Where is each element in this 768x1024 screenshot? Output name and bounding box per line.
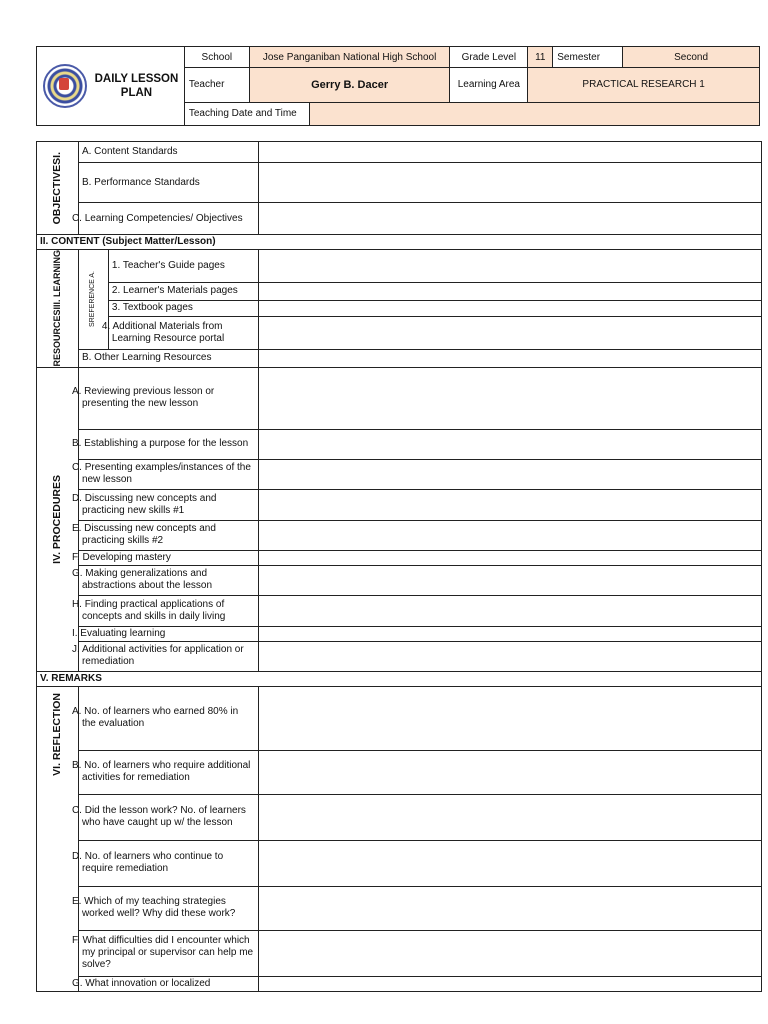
resource-other-value <box>258 349 761 367</box>
header-block <box>36 46 760 126</box>
resource-textbook-value <box>258 300 761 316</box>
procedure-h: H. Finding practical applications of concepts and skills in daily living <box>78 595 258 626</box>
semester-value: Second <box>623 47 760 68</box>
resource-additional-materials-value <box>258 316 761 349</box>
reflection-f-value <box>258 930 761 976</box>
reflection-g-value <box>258 976 761 991</box>
grade-value: 11 <box>528 47 553 68</box>
grade-label: Grade Level <box>450 47 528 68</box>
objectives-performance-standards: B. Performance Standards <box>78 163 258 203</box>
procedure-f: F. Developing mastery <box>78 550 258 565</box>
objectives-content-standards: A. Content Standards <box>78 142 258 163</box>
procedure-d-value <box>258 489 761 520</box>
objectives-content-standards-value <box>258 142 761 163</box>
procedure-h-value <box>258 595 761 626</box>
objectives-learning-competencies-value <box>258 203 761 235</box>
resource-additional-materials: 4. Additional Materials from Learning Resource portal <box>108 316 258 349</box>
procedure-c: C. Presenting examples/instances of the new lesson <box>78 459 258 489</box>
resources-section-label: RESOURCESIII. LEARNING <box>37 250 79 368</box>
procedure-f-value <box>258 550 761 565</box>
procedures-section-label: IV. PROCEDURES <box>37 367 79 671</box>
reflection-a: A. No. of learners who earned 80% in the evaluation <box>78 686 258 750</box>
procedure-c-value <box>258 459 761 489</box>
reflection-section-label: VI. REFLECTION <box>37 686 79 991</box>
reflection-d-value <box>258 840 761 886</box>
resource-teachers-guide: 1. Teacher's Guide pages <box>108 250 258 283</box>
resource-textbook: 3. Textbook pages <box>108 300 258 316</box>
remarks-section-label: V. REMARKS <box>37 671 762 686</box>
reflection-c: C. Did the lesson work? No. of learners who have caught up w/ the lesson <box>78 794 258 840</box>
reflection-b-value <box>258 750 761 794</box>
lesson-plan-table <box>36 141 762 992</box>
procedure-i: I. Evaluating learning <box>78 626 258 641</box>
procedure-b-value <box>258 429 761 459</box>
seal-container <box>37 64 93 108</box>
teacher-label: Teacher <box>184 68 249 102</box>
objectives-performance-standards-value <box>258 163 761 203</box>
resource-learners-materials: 2. Learner's Materials pages <box>108 282 258 300</box>
procedure-g: G. Making generalizations and abstractions about the lesson <box>78 565 258 595</box>
area-value: PRACTICAL RESEARCH 1 <box>528 68 760 102</box>
procedure-a-value <box>258 367 761 429</box>
school-value: Jose Panganiban National High School <box>249 47 450 68</box>
content-section-label: II. CONTENT (Subject Matter/Lesson) <box>37 235 762 250</box>
reflection-d: D. No. of learners who continue to require remediation <box>78 840 258 886</box>
procedure-i-value <box>258 626 761 641</box>
resource-teachers-guide-value <box>258 250 761 283</box>
reflection-b: B. No. of learners who require additional activities for remediation <box>78 750 258 794</box>
title-cell <box>37 47 185 126</box>
semester-label: Semester <box>553 47 623 68</box>
procedure-d: D. Discussing new concepts and practicing new skills #1 <box>78 489 258 520</box>
resource-other: B. Other Learning Resources <box>78 349 258 367</box>
procedure-g-value <box>258 565 761 595</box>
reflection-g: G. What innovation or localized <box>78 976 258 991</box>
reflection-e-value <box>258 886 761 930</box>
procedure-j-value <box>258 641 761 671</box>
teacher-value: Gerry B. Dacer <box>249 68 450 102</box>
procedure-j: J. Additional activities for application or remediation <box>78 641 258 671</box>
school-label: School <box>184 47 249 68</box>
reflection-a-value <box>258 686 761 750</box>
datetime-value <box>309 102 759 125</box>
references-label: SREFERENCE A. <box>78 250 108 350</box>
procedure-e: E. Discussing new concepts and practicing skills #2 <box>78 520 258 550</box>
resource-learners-materials-value <box>258 282 761 300</box>
area-label: Learning Area <box>450 68 528 102</box>
reflection-c-value <box>258 794 761 840</box>
deped-seal-icon <box>43 64 87 108</box>
page-title: DAILY LESSON PLAN <box>94 73 179 99</box>
procedure-e-value <box>258 520 761 550</box>
objectives-learning-competencies: C. Learning Competencies/ Objectives <box>78 203 258 235</box>
procedure-a: A. Reviewing previous lesson or presenting the new lesson <box>78 367 258 429</box>
reflection-e: E. Which of my teaching strategies worked well? Why did these work? <box>78 886 258 930</box>
reflection-f: F. What difficulties did I encounter which my principal or supervisor can help me solve? <box>78 930 258 976</box>
procedure-b: B. Establishing a purpose for the lesson <box>78 429 258 459</box>
datetime-label: Teaching Date and Time <box>184 102 309 125</box>
objectives-section-label: OBJECTIVESI. <box>37 142 79 235</box>
